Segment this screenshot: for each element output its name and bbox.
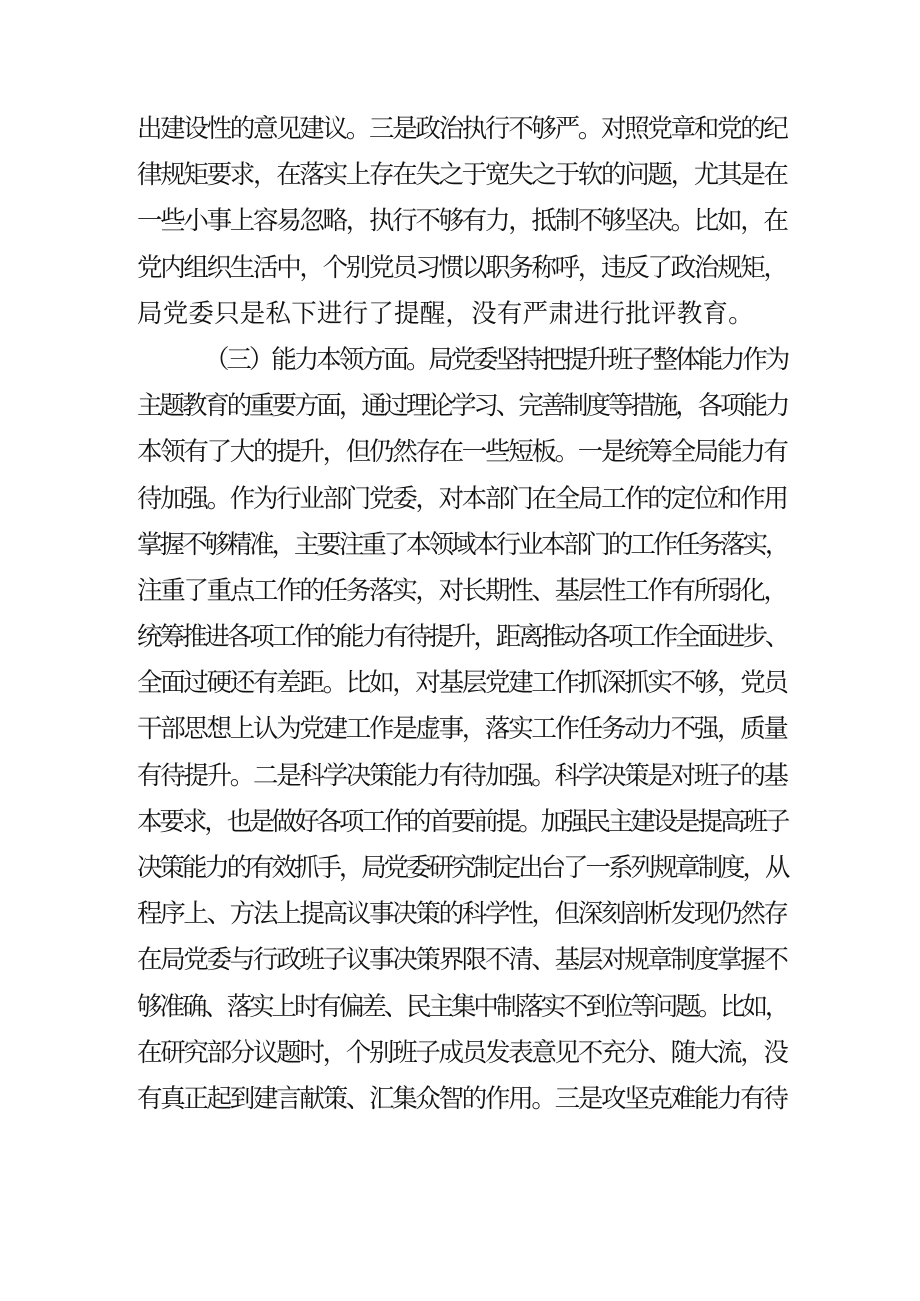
document-body [137,106,787,1122]
text-line: 主题教育的重要方面，通过理论学习、完善制度等措施，各项能力 [137,391,788,422]
text-line: 有待提升。二是科学决策能力有待加强。科学决策是对班子的基 [137,760,787,791]
text-line: 够准确、落实上时有偏差、民主集中制落实不到位等问题。比如， [137,991,788,1022]
text-line: 注重了重点工作的任务落实，对长期性、基层性工作有所弱化， [137,575,787,606]
text-line: 局党委只是私下进行了提醒，没有严肃进行批评教育。 [137,298,754,329]
text-line: 在研究部分议题时，个别班子成员发表意见不充分、随大流，没 [137,1037,787,1068]
text-line: 一些小事上容易忽略，执行不够有力，抵制不够坚决。比如，在 [137,206,787,237]
text-line: （三）能力本领方面。局党委坚持把提升班子整体能力作为 [204,344,788,375]
text-line: 律规矩要求，在落实上存在失之于宽失之于软的问题，尤其是在 [137,160,787,191]
text-line: 掌握不够精准，主要注重了本领域本行业本部门的工作任务落实， [137,529,788,560]
paragraph [137,106,787,337]
text-line: 有真正起到建言献策、汇集众智的作用。三是攻坚克难能力有待 [137,1083,787,1114]
text-line: 干部思想上认为党建工作是虚事，落实工作任务动力不强，质量 [137,714,787,745]
text-line: 本领有了大的提升，但仍然存在一些短板。一是统筹全局能力有 [137,437,787,468]
text-line: 统筹推进各项工作的能力有待提升，距离推动各项工作全面进步、 [137,622,788,653]
text-line: 党内组织生活中，个别党员习惯以职务称呼，违反了政治规矩， [137,252,787,283]
text-line: 出建设性的意见建议。三是政治执行不够严。对照党章和党的纪 [137,114,787,144]
text-line: 程序上、方法上提高议事决策的科学性，但深刻剖析发现仍然存 [137,899,787,930]
text-line: 本要求，也是做好各项工作的首要前提。加强民主建设是提高班子 [137,806,788,837]
text-line: 待加强。作为行业部门党委，对本部门在全局工作的定位和作用 [137,483,787,514]
text-line: 决策能力的有效抓手，局党委研究制定出台了一系列规章制度，从 [137,853,788,883]
text-line: 在局党委与行政班子议事决策界限不清、基层对规章制度掌握不 [137,945,787,976]
text-line: 全面过硬还有差距。比如，对基层党建工作抓深抓实不够，党员 [137,668,787,699]
paragraph [137,337,787,1122]
